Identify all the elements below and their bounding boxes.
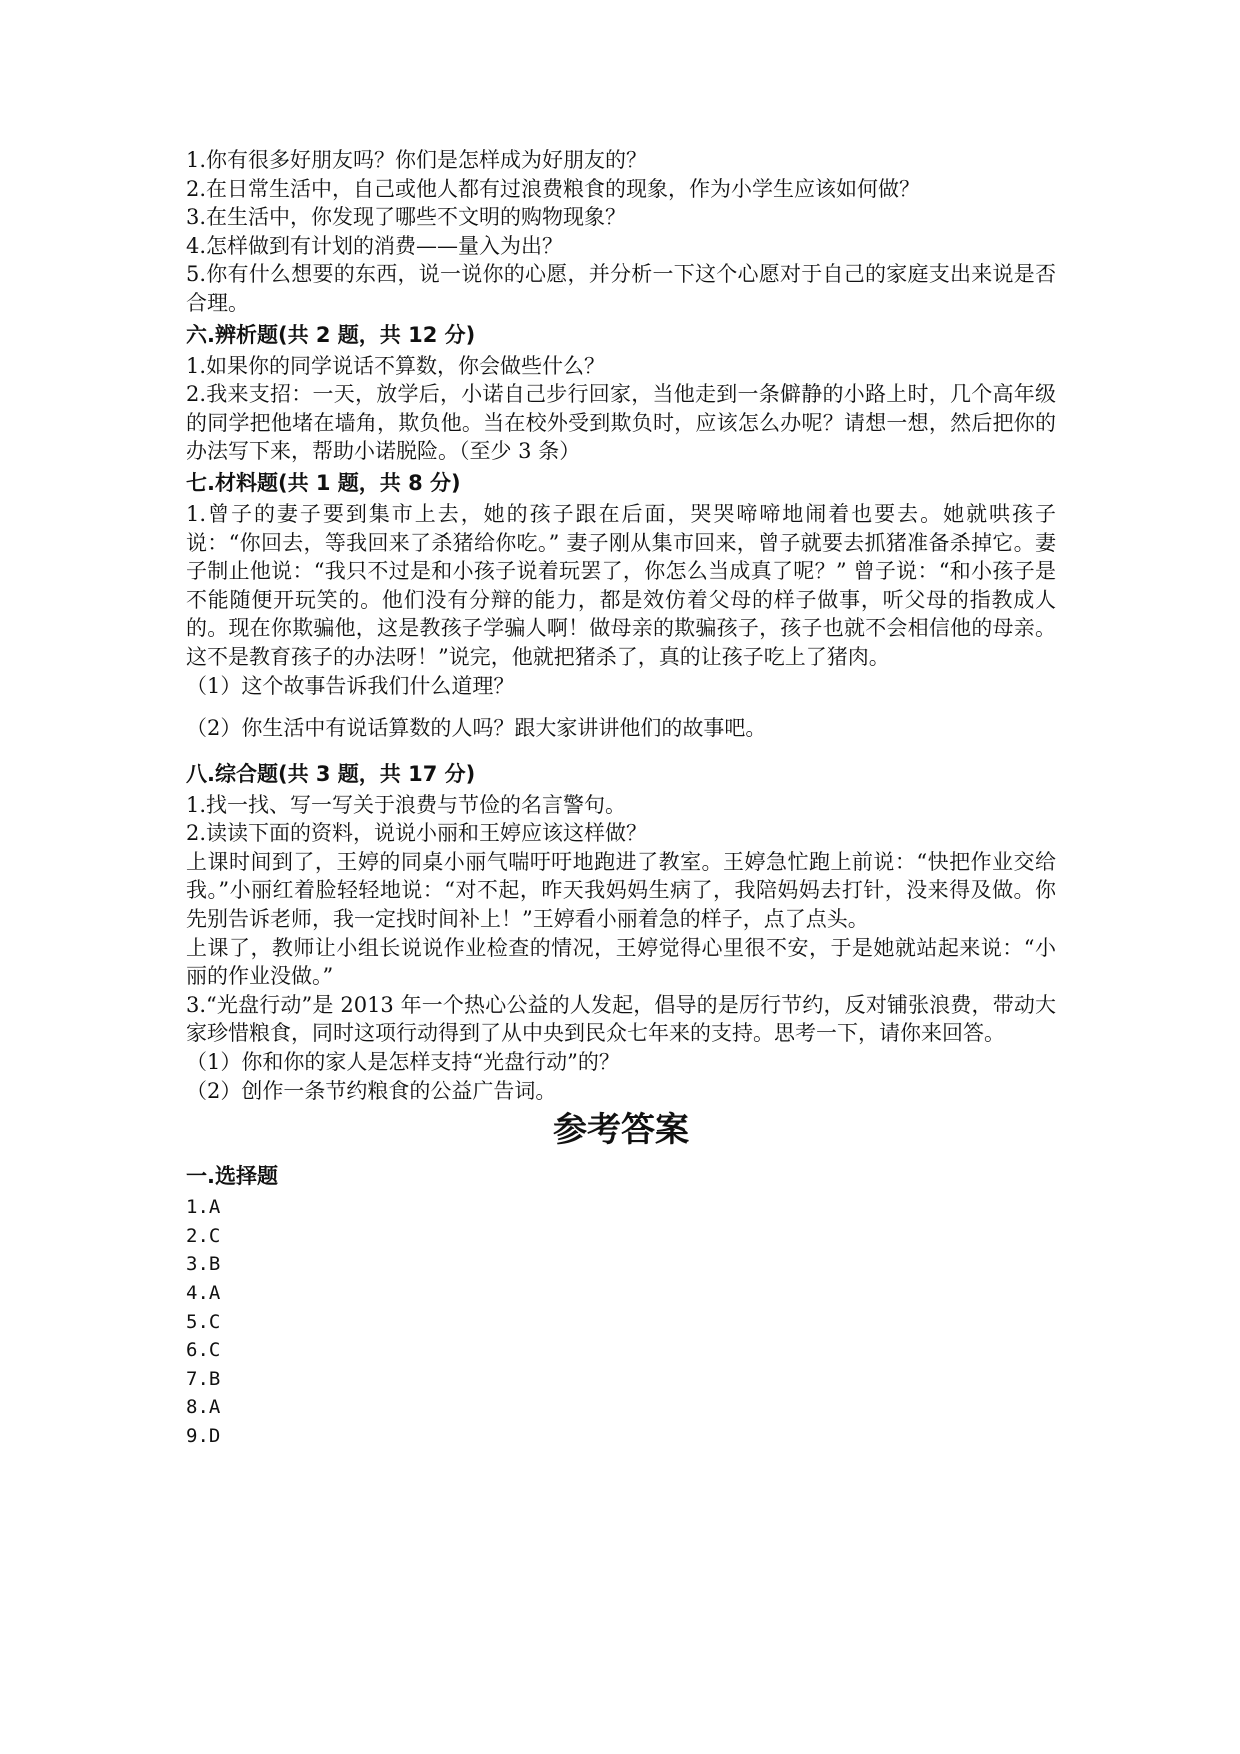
answer-item: 2.C (186, 1224, 221, 1247)
answer-list (186, 1193, 1056, 1450)
section-8-heading: 八.综合题(共 3 题，共 17 分) (186, 761, 476, 786)
section-8-item-3: 3.“光盘行动”是 2013 年一个热心公益的人发起，倡导的是厉行节约，反对铺张浪费，带动大家珍惜粮食，同时这项行动得到了从中央到民众七年来的支持。思考一下，请你来回答。 (186, 992, 1056, 1046)
section-8-item-3-question-1: （1）你和你的家人是怎样支持“光盘行动”的？ (186, 1050, 620, 1075)
section-6-heading: 六.辨析题(共 2 题，共 12 分) (186, 322, 476, 347)
answer-item: 5.C (186, 1310, 221, 1333)
answer-item: 1.A (186, 1196, 221, 1219)
answer-item: 6.C (186, 1339, 221, 1362)
answer-item: 9.D (186, 1424, 221, 1447)
answers-title: 参考答案 (553, 1110, 689, 1151)
answer-space (186, 700, 1056, 714)
section-7-heading: 七.材料题(共 1 题，共 8 分) (186, 470, 461, 495)
intro-question-5: 5.你有什么想要的东西，说一说你的心愿，并分析一下这个心愿对于自己的家庭支出来说是否合理。 (186, 262, 1056, 315)
section-6-item-2: 2.我来支招：一天，放学后，小诺自己步行回家，当他走到一条僻静的小路上时，几个高年级的同学把他堵在墙角，欺负他。当在校外受到欺负时，应该怎么办呢？请想一想，然后把你的办法写下来，帮助小诺脱险。（至少 3 条） (186, 382, 1056, 464)
section-8-material-paragraph-2: 上课了，教师让小组长说说作业检查的情况，王婷觉得心里很不安，于是她就站起来说：“小丽的作业没做。” (186, 935, 1056, 989)
section-8-material-paragraph-1: 上课时间到了，王婷的同桌小丽气喘吁吁地跑进了教室。王婷急忙跑上前说：“快把作业交给我。”小丽红着脸轻轻地说：“对不起，昨天我妈妈生病了，我陪妈妈去打针，没来得及做。你先别告诉老师，我一定找时间补上！”王婷看小丽着急的样子，点了点头。 (186, 849, 1056, 932)
section-7-passage: 1.曾子的妻子要到集市上去，她的孩子跟在后面，哭哭啼啼地闹着也要去。她就哄孩子说：“你回去，等我回来了杀猪给你吃。” 妻子刚从集市回来，曾子就要去抓猪准备杀掉它。妻子制止他说：“我只不过是和小孩子说着玩罢了，你怎么当成真了呢？” 曾子说：“和小孩子是不能随便开玩笑的。他们没有分辩的能力，都是效仿着父母的样子做事，听父母的指教成人的。现在你欺骗他，这是教孩子学骗人啊！做母亲的欺骗孩子，孩子也就不会相信他的母亲。这不是教育孩子的办法呀！”说完，他就把猪杀了，真的让孩子吃上了猪肉。 (186, 501, 1056, 669)
intro-question-3: 3.在生活中，你发现了哪些不文明的购物现象？ (186, 205, 627, 230)
section-7-question-1: （1）这个故事告诉我们什么道理？ (186, 673, 515, 698)
section-8-item-2: 2.读读下面的资料，说说小丽和王婷应该这样做？ (186, 821, 648, 846)
answer-item: 7.B (186, 1367, 221, 1390)
answer-item: 4.A (186, 1282, 221, 1304)
intro-question-1: 1.你有很多好朋友吗？你们是怎样成为好朋友的？ (186, 148, 648, 172)
section-7-question-2: （2）你生活中有说话算数的人吗？跟大家讲讲他们的故事吧。 (186, 716, 767, 741)
intro-questions (186, 146, 1056, 318)
document-page (186, 146, 1056, 1451)
answer-item: 8.A (186, 1396, 221, 1419)
section-6-item-1: 1.如果你的同学说话不算数，你会做些什么？ (186, 353, 606, 378)
section-8-item-1: 1.找一找、写一写关于浪费与节俭的名言警句。 (186, 792, 627, 817)
intro-question-2: 2.在日常生活中，自己或他人都有过浪费粮食的现象，作为小学生应该如何做？ (186, 176, 921, 201)
answer-space (186, 743, 1056, 757)
answer-item: 3.B (186, 1253, 221, 1276)
section-8-item-3-question-2: （2）创作一条节约粮食的公益广告词。 (186, 1078, 557, 1103)
intro-question-4: 4.怎样做到有计划的消费——量入为出？ (186, 233, 564, 258)
answers-section-1-heading: 一.选择题 (186, 1164, 278, 1189)
